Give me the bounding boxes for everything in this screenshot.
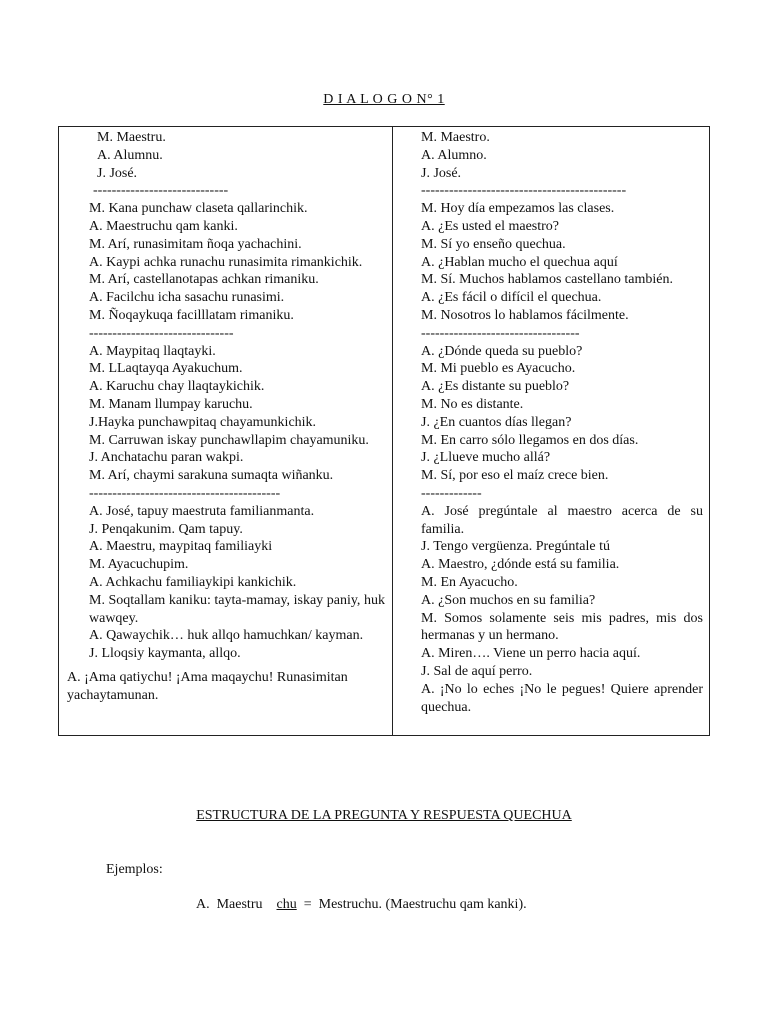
dialog-line-quechua-final: A. ¡Ama qatiychu! ¡Ama maqaychu! Runasimitan yachaytamunan. [67, 669, 348, 703]
example-line [196, 897, 527, 913]
dialog-line-spanish: ---------------------------------- [421, 325, 580, 341]
dialog-line-quechua: A. Maestruchu qam kanki. [89, 218, 238, 234]
dialog-line-quechua: M. Manam llumpay karuchu. [89, 396, 253, 412]
dialog-line-quechua: J. José. [97, 165, 138, 181]
dialog-line-spanish: A. ¿Es usted el maestro? [421, 218, 560, 234]
dialog-line-quechua: A. Kaypi achka runachu runasimita rimankichik. [89, 254, 363, 270]
dialog-line-quechua: A. Karuchu chay llaqtaykichik. [89, 379, 265, 395]
dialog-line-quechua: A. Qawaychik… huk allqo hamuchkan/ kayman. [89, 628, 364, 644]
dialog-line-spanish: M. Maestro. [421, 130, 490, 145]
examples-label: Ejemplos: [106, 862, 163, 877]
dialog-line-quechua: J. Lloqsiy kaymanta, allqo. [89, 646, 241, 662]
dialog-table [58, 126, 710, 736]
dialog-line-quechua: A. Facilchu icha sasachu runasimi. [89, 290, 285, 306]
dialog-line-spanish: A. ¿Es fácil o difícil el quechua. [421, 290, 602, 306]
dialog-line-spanish: J. Tengo vergüenza. Pregúntale tú [421, 539, 611, 555]
dialog-line-quechua: A. Alumnu. [97, 147, 163, 163]
dialog-line-quechua: M. Maestru. [97, 130, 166, 145]
dialog-line-spanish: J. José. [421, 165, 462, 181]
spanish-column [421, 129, 703, 716]
dialog-line-quechua: J. Anchatachu paran wakpi. [89, 450, 244, 466]
dialog-line-quechua: M. LLaqtayqa Ayakuchum. [89, 361, 243, 377]
dialog-line-quechua: A. Maypitaq llaqtayki. [89, 343, 216, 359]
dialog-line-quechua: J.Hayka punchawpitaq chayamunkichik. [89, 414, 317, 430]
dialog-line-spanish: A. ¿Dónde queda su pueblo? [421, 343, 583, 359]
dialog-line-quechua: J. Penqakunim. Qam tapuy. [89, 521, 243, 537]
dialog-line-spanish: A. Miren…. Viene un perro hacia aquí. [421, 646, 641, 662]
dialog-line-spanish: M. En carro sólo llegamos en dos días. [421, 432, 639, 448]
dialog-line-quechua: ------------------------------- [89, 325, 234, 341]
dialog-line-spanish: J. Sal de aquí perro. [421, 663, 533, 679]
example-prefix: A. Maestru [196, 897, 277, 912]
dialog-line-spanish: -------------------------------------------- [421, 183, 627, 199]
dialog-line-spanish: M. No es distante. [421, 396, 524, 412]
dialog-line-quechua: M. Ñoqaykuqa facilllatam rimaniku. [89, 307, 294, 323]
dialog-line-spanish: M. Sí, por eso el maíz crece bien. [421, 468, 609, 484]
dialog-line-quechua: M. Ayacuchupim. [89, 557, 189, 573]
page-title: D I A L O G O N° 1 [323, 92, 445, 107]
dialog-line-spanish: M. Sí. Muchos hablamos castellano también. [421, 272, 673, 288]
dialog-line-spanish: A. ¡No lo eches ¡No le pegues! Quiere aprender quechua. [421, 681, 703, 715]
dialog-line-quechua: M. Arí, chaymi sarakuna sumaqta wiñanku. [89, 468, 334, 484]
dialog-line-quechua: M. Soqtallam kaniku: tayta-mamay, iskay paniy, huk wawqey. [89, 592, 385, 626]
dialog-line-spanish: A. José pregúntale al maestro acerca de su familia. [421, 503, 703, 537]
dialog-line-spanish: M. Hoy día empezamos las clases. [421, 201, 615, 217]
dialog-line-spanish: A. Alumno. [421, 147, 487, 163]
dialog-line-spanish: A. ¿Son muchos en su familia? [421, 592, 596, 608]
column-divider [392, 127, 393, 735]
dialog-line-spanish: J. ¿Llueve mucho allá? [421, 450, 551, 466]
dialog-line-spanish: M. Somos solamente seis mis padres, mis dos hermanas y un hermano. [421, 610, 703, 644]
dialog-line-spanish: A. Maestro, ¿dónde está su familia. [421, 557, 620, 573]
dialog-line-quechua: ----------------------------------------- [89, 485, 281, 501]
dialog-line-quechua: ----------------------------- [93, 183, 229, 199]
dialog-line-spanish: M. Mi pueblo es Ayacucho. [421, 361, 576, 377]
dialog-line-spanish: M. En Ayacucho. [421, 574, 518, 590]
dialog-line-quechua: M. Arí, castellanotapas achkan rimaniku. [89, 272, 319, 288]
dialog-line-quechua: A. Maestru, maypitaq familiayki [89, 539, 273, 555]
dialog-line-spanish: M. Sí yo enseño quechua. [421, 236, 566, 252]
dialog-line-spanish: A. ¿Hablan mucho el quechua aquí [421, 254, 618, 270]
dialog-line-spanish: M. Nosotros lo hablamos fácilmente. [421, 307, 629, 323]
dialog-line-spanish: J. ¿En cuantos días llegan? [421, 414, 572, 430]
dialog-line-spanish: A. ¿Es distante su pueblo? [421, 379, 570, 395]
section-title: ESTRUCTURA DE LA PREGUNTA Y RESPUESTA QUECHUA [196, 808, 572, 823]
example-result: = Mestruchu. (Maestruchu qam kanki). [296, 897, 527, 912]
dialog-line-spanish: ------------- [421, 485, 482, 501]
dialog-line-quechua: M. Kana punchaw claseta qallarinchik. [89, 201, 308, 217]
quechua-column [59, 129, 391, 705]
dialog-line-quechua: A. José, tapuy maestruta familianmanta. [89, 503, 315, 519]
dialog-line-quechua: M. Arí, runasimitam ñoqa yachachini. [89, 236, 302, 252]
example-underlined-suffix: chu [276, 897, 297, 912]
dialog-line-quechua: M. Carruwan iskay punchawllapim chayamuniku. [89, 432, 369, 448]
dialog-line-quechua: A. Achkachu familiaykipi kankichik. [89, 574, 297, 590]
